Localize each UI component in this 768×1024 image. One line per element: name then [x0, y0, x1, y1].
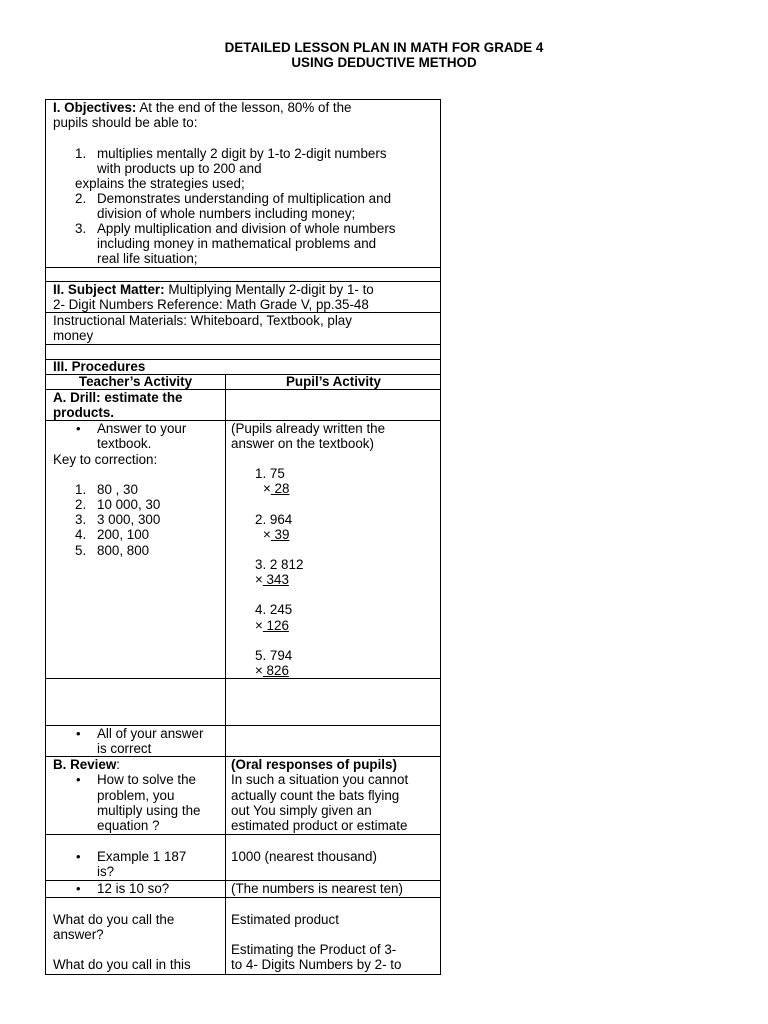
problem-multiplier	[255, 618, 289, 633]
key-answer: 800, 800	[97, 543, 150, 558]
review-question: What do you call the	[53, 912, 175, 927]
review-question-cont: multiply using the	[97, 803, 201, 818]
bullet-icon: •	[76, 726, 81, 741]
objective-item: including money in mathematical problems and	[97, 236, 377, 251]
drill-instruction: Answer to your	[97, 421, 187, 436]
review-answer-cont: actually count the bats flying	[231, 788, 400, 803]
multiplier-value: 126	[262, 618, 289, 633]
document-title-line2: USING DEDUCTIVE METHOD	[291, 55, 477, 70]
objective-item: multiplies mentally 2 digit by 1-to 2-digit numbers	[97, 146, 387, 161]
multiplier-value: 826	[262, 663, 289, 678]
objective-item: Demonstrates understanding of multiplication and	[97, 191, 392, 206]
row-divider	[45, 678, 441, 679]
problem-multiplicand: 3. 2 812	[255, 557, 304, 572]
review-answer: (The numbers is nearest ten)	[231, 881, 403, 896]
procedures-heading: III. Procedures	[53, 359, 146, 374]
objective-item: with products up to 200 and	[97, 161, 262, 176]
key-number: 2.	[75, 497, 87, 512]
column-divider	[225, 374, 226, 975]
objectives-intro-cont: pupils should be able to:	[53, 115, 198, 130]
bullet-icon: •	[76, 881, 81, 896]
key-answer: 80 , 30	[97, 482, 138, 497]
objective-number: 1.	[75, 146, 87, 161]
instructional-materials: Instructional Materials: Whiteboard, Textbook, play	[53, 313, 352, 328]
table-border-bottom	[45, 974, 441, 975]
review-question-cont: answer?	[53, 927, 104, 942]
subject-matter-reference: 2- Digit Numbers Reference: Math Grade V, pp.35-48	[53, 297, 369, 312]
review-question-cont: equation ?	[97, 818, 160, 833]
problem-multiplicand: 4. 245	[255, 602, 293, 617]
objective-item: real life situation;	[97, 251, 198, 266]
review-answer: Estimated product	[231, 912, 339, 927]
review-question: What do you call in this	[53, 957, 191, 972]
multiply-sign: ×	[263, 481, 271, 496]
review-answer: Estimating the Product of 3-	[231, 942, 397, 957]
multiply-sign: ×	[255, 618, 263, 633]
problem-multiplier	[255, 572, 289, 587]
review-question: How to solve the	[97, 772, 196, 787]
multiplier-value: 343	[262, 572, 289, 587]
key-answer: 10 000, 30	[97, 497, 161, 512]
drill-heading: A. Drill: estimate the	[53, 390, 183, 405]
multiplier-value: 28	[270, 481, 290, 496]
key-to-correction: Key to correction:	[53, 452, 158, 467]
row-divider	[45, 344, 441, 345]
problem-multiplicand: 1. 75	[255, 466, 285, 481]
pupil-activity-header: Pupil’s Activity	[286, 374, 381, 389]
key-answer: 3 000, 300	[97, 512, 161, 527]
review-heading	[53, 757, 120, 772]
row-divider	[45, 267, 441, 268]
bullet-icon: •	[76, 772, 81, 787]
review-heading-text: B. Review	[53, 757, 117, 772]
problem-multiplier	[255, 663, 289, 678]
multiplier-value: 39	[270, 527, 290, 542]
problem-multiplier	[263, 527, 289, 542]
objective-item: Apply multiplication and division of whole numbers	[97, 221, 396, 236]
subject-matter-text: Multiplying Mentally 2-digit by 1- to	[164, 282, 374, 297]
subject-matter-heading: II. Subject Matter:	[53, 282, 165, 297]
problem-multiplicand: 5. 794	[255, 648, 293, 663]
key-number: 4.	[75, 527, 87, 542]
objective-item: explains the strategies used;	[75, 176, 245, 191]
drill-feedback: All of your answer	[97, 726, 204, 741]
review-question: 12 is 10 so?	[97, 881, 170, 896]
review-answer: 1000 (nearest thousand)	[231, 849, 377, 864]
review-question-cont: problem, you	[97, 788, 175, 803]
row-divider	[45, 897, 441, 898]
table-border-left	[45, 99, 46, 975]
review-question-cont: is?	[97, 864, 115, 879]
review-question: Example 1 187	[97, 849, 187, 864]
key-number: 3.	[75, 512, 87, 527]
objective-number: 3.	[75, 221, 87, 236]
key-number: 5.	[75, 543, 87, 558]
objectives-intro: At the end of the lesson, 80% of the	[136, 100, 352, 115]
oral-responses-header: (Oral responses of pupils)	[231, 757, 397, 772]
objectives-line1	[53, 100, 352, 115]
drill-heading-cont: products.	[53, 405, 115, 420]
review-heading-colon: :	[116, 757, 120, 772]
bullet-icon: •	[76, 421, 81, 436]
multiply-sign: ×	[255, 572, 263, 587]
drill-instruction-cont: textbook.	[97, 436, 152, 451]
teacher-activity-header: Teacher’s Activity	[78, 374, 193, 389]
document-title-line1: DETAILED LESSON PLAN IN MATH FOR GRADE 4	[224, 40, 544, 55]
bullet-icon: •	[76, 849, 81, 864]
multiply-sign: ×	[263, 527, 271, 542]
review-answer-cont: out You simply given an	[231, 803, 372, 818]
review-answer-cont: to 4- Digits Numbers by 2- to	[231, 957, 402, 972]
multiply-sign: ×	[255, 663, 263, 678]
instructional-materials-cont: money	[53, 328, 94, 343]
review-answer: In such a situation you cannot	[231, 772, 409, 787]
review-answer-cont: estimated product or estimate	[231, 818, 408, 833]
pupil-drill-response-cont: answer on the textbook)	[231, 436, 374, 451]
key-answer: 200, 100	[97, 527, 150, 542]
row-divider	[45, 834, 441, 835]
problem-multiplier	[263, 481, 289, 496]
pupil-drill-response: (Pupils already written the	[231, 421, 386, 436]
objective-number: 2.	[75, 191, 87, 206]
drill-feedback-cont: is correct	[97, 741, 152, 756]
key-number: 1.	[75, 482, 87, 497]
problem-multiplicand: 2. 964	[255, 512, 293, 527]
objective-item: division of whole numbers including money;	[97, 206, 356, 221]
subject-matter-line1	[53, 282, 374, 297]
table-border-right	[440, 99, 441, 975]
objectives-heading: I. Objectives:	[53, 100, 137, 115]
